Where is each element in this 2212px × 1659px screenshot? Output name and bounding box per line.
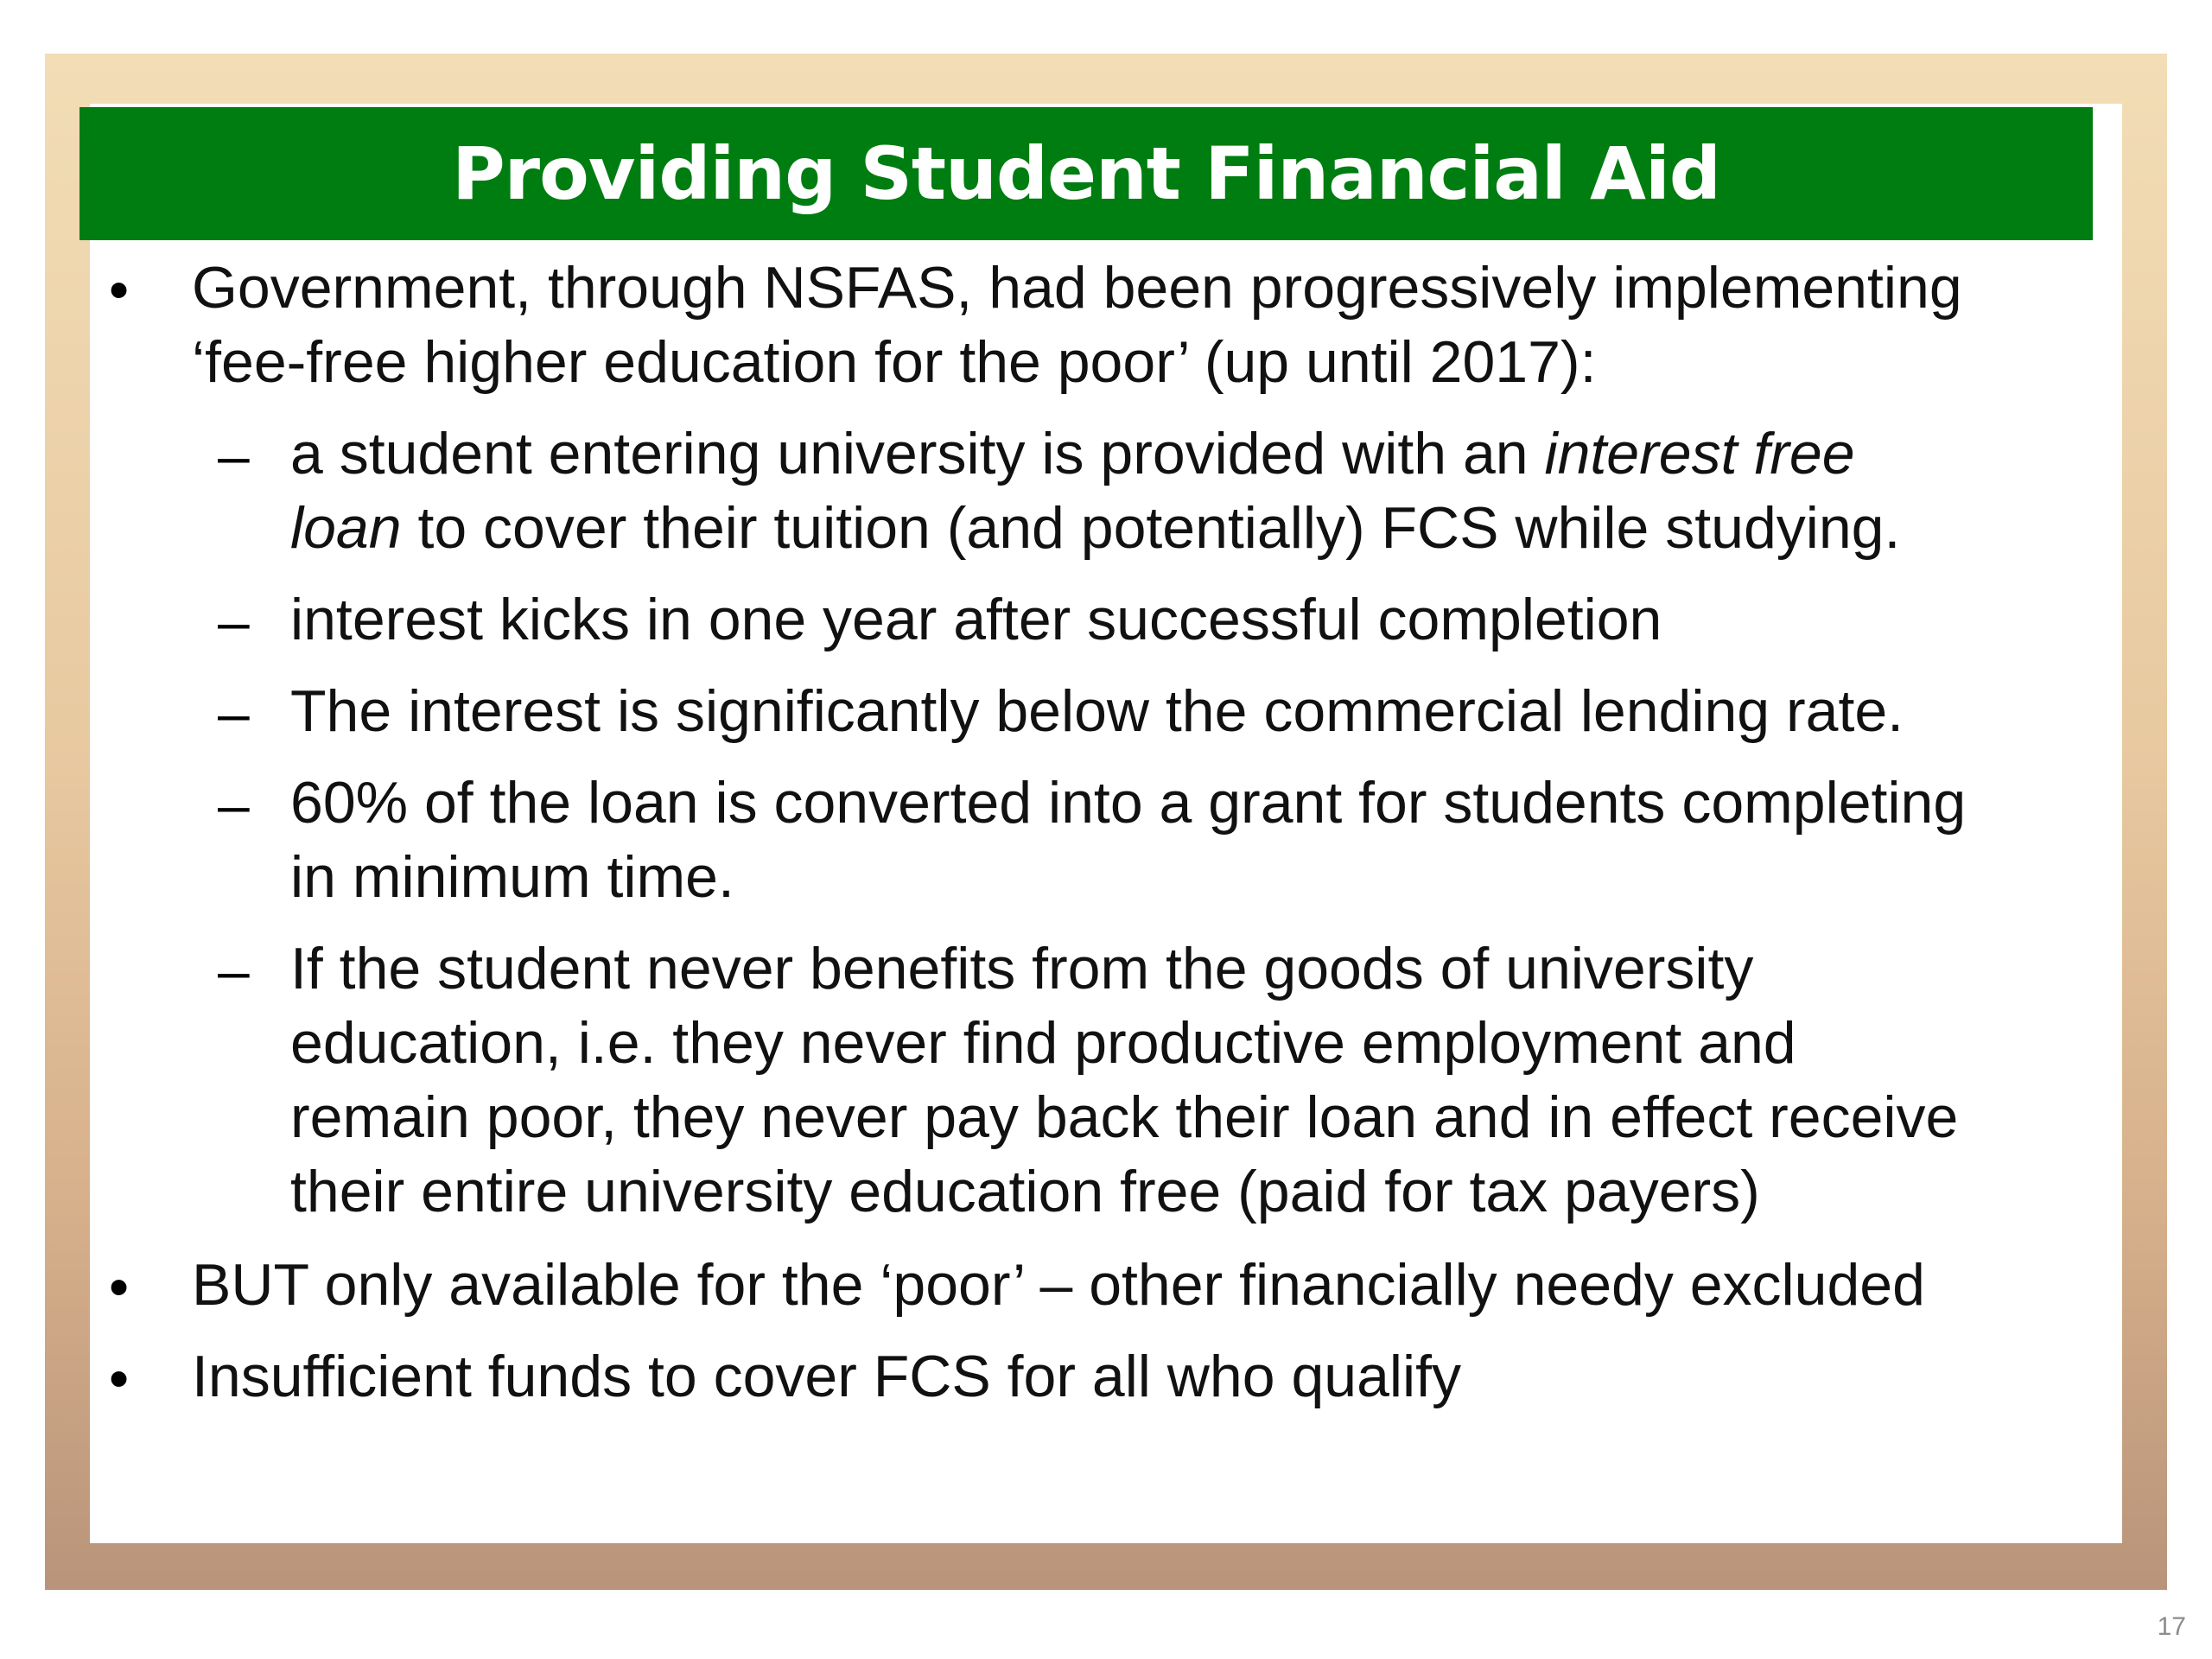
bullet-3-line-1: Insufficient funds to cover FCS for all who qualify bbox=[192, 1344, 1462, 1409]
dash-icon: – bbox=[218, 589, 250, 653]
sub-5-line-3: remain poor, they never pay back their loan and in effect receive bbox=[290, 1084, 1959, 1150]
sub-5-line-4: their entire university education free (paid for tax payers) bbox=[290, 1159, 1760, 1224]
sub-1-line-2-text: to cover their tuition (and potentially) FCS while studying. bbox=[401, 495, 1901, 561]
dash-icon: – bbox=[218, 423, 250, 487]
sub-4-line-1: 60% of the loan is converted into a grant for students completing bbox=[290, 770, 1967, 836]
slide-title: Providing Student Financial Aid bbox=[452, 131, 1720, 216]
bullet-2-line-1: BUT only available for the ‘poor’ – other financially needy excluded bbox=[192, 1252, 1925, 1318]
sub-2-line-1: interest kicks in one year after successful completion bbox=[290, 587, 1662, 652]
dash-icon: – bbox=[218, 681, 250, 745]
sub-1-line-2-emphasis: loan bbox=[290, 495, 402, 561]
bullet-icon: • bbox=[109, 257, 130, 321]
sub-5-line-1: If the student never benefits from the goods of university bbox=[290, 936, 1754, 1001]
dash-icon: – bbox=[218, 938, 250, 1002]
sub-4-line-2: in minimum time. bbox=[290, 844, 734, 910]
page-number: 17 bbox=[2157, 1612, 2186, 1641]
bullet-1-line-2: ‘fee-free higher education for the poor’ (up until 2017): bbox=[192, 329, 1597, 395]
bullet-1-line-1: Government, through NSFAS, had been progressively implementing bbox=[192, 255, 1962, 321]
sub-1-line-1-text: a student entering university is provided with an bbox=[290, 421, 1545, 486]
sub-5-line-2: education, i.e. they never find productive employment and bbox=[290, 1010, 1796, 1076]
dash-icon: – bbox=[218, 772, 250, 836]
sub-1-line-2 bbox=[290, 491, 1900, 565]
bullet-icon: • bbox=[109, 1346, 130, 1410]
bullet-icon: • bbox=[109, 1255, 130, 1319]
sub-1-line-1 bbox=[290, 416, 1855, 491]
sub-1-line-1-emphasis: interest free bbox=[1544, 421, 1855, 486]
sub-3-line-1: The interest is significantly below the commercial lending rate. bbox=[290, 678, 1904, 744]
